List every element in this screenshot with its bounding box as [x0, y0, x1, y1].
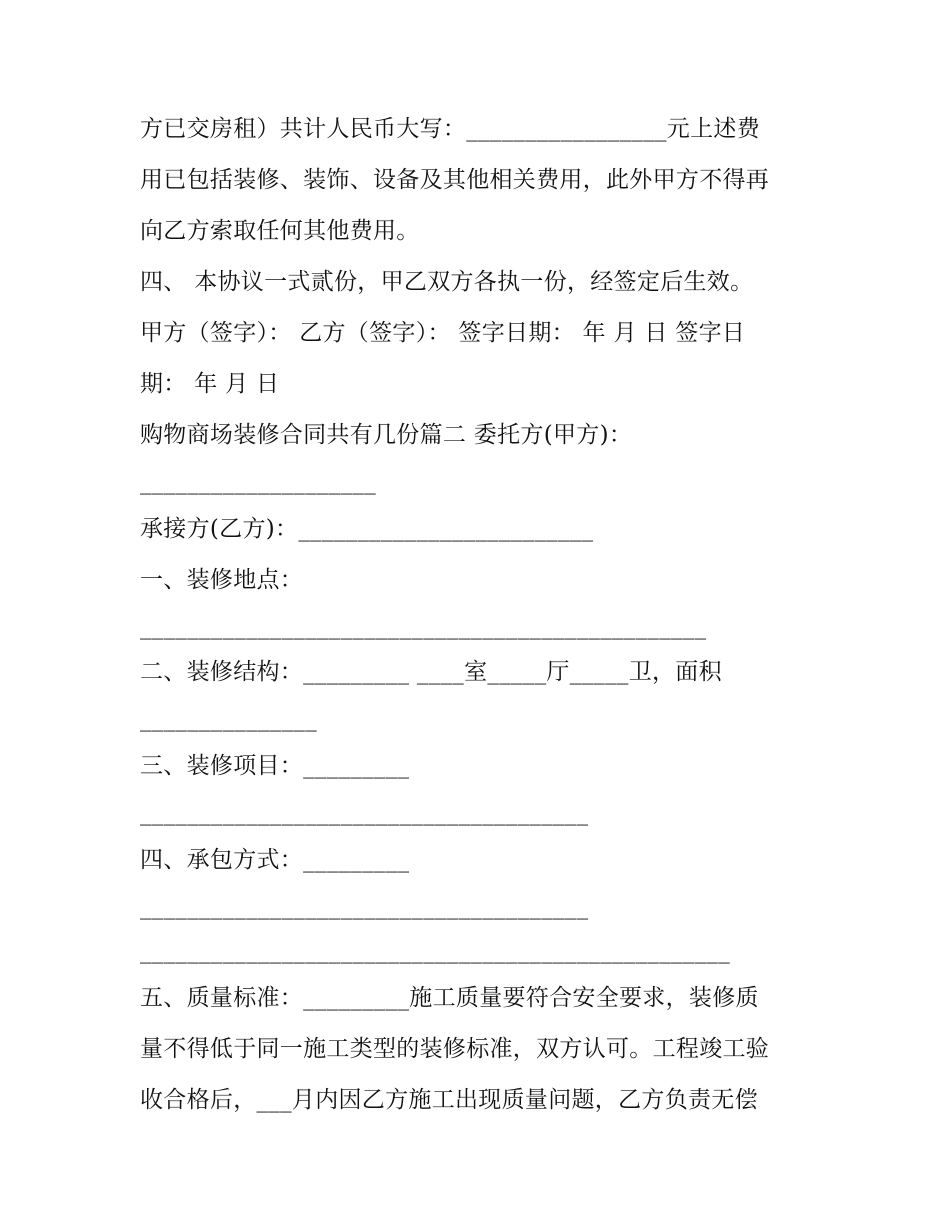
section-heading: 购物商场装修合同共有几份篇二 委托方(甲方)： [140, 422, 633, 448]
text-line: 一、装修地点： [140, 567, 304, 593]
blank-line: ______________________________________ [140, 800, 589, 826]
text-line: 承接方(乙方)：_________________________ [140, 516, 594, 542]
text-line: 用已包括装修、装饰、设备及其他相关费用，此外甲方不得再 [140, 167, 770, 193]
text-line: 收合格后，___月内因乙方施工出现质量问题，乙方负责无偿 [140, 1087, 758, 1113]
text-line: 三、装修项目：_________ [140, 753, 410, 779]
text-line: 期： 年 月 日 [140, 371, 280, 397]
text-line: 四、 本协议一式贰份，甲乙双方各执一份，经签定后生效。 [140, 269, 754, 295]
text-line: 方已交房租）共计人民币大写：_________________元上述费 [140, 116, 760, 142]
blank-line: ____________________ [140, 469, 376, 495]
text-line: 向乙方索取任何其他费用。 [140, 218, 420, 244]
blank-line: _______________ [140, 706, 317, 732]
text-line: 二、装修结构：_________ ____室_____厅_____卫，面积 [140, 659, 722, 685]
text-line: 甲方（签字）： 乙方（签字）： 签字日期： 年 月 日 签字日 [140, 320, 746, 346]
blank-line: ________________________________________________ [140, 614, 707, 640]
blank-line: ______________________________________ [140, 894, 589, 920]
blank-line: __________________________________________________ [140, 938, 730, 964]
text-line: 五、质量标准：_________施工质量要符合安全要求，装修质 [140, 985, 759, 1011]
text-line: 四、承包方式：_________ [140, 847, 410, 873]
text-line: 量不得低于同一施工类型的装修标准，双方认可。工程竣工验 [140, 1036, 770, 1062]
